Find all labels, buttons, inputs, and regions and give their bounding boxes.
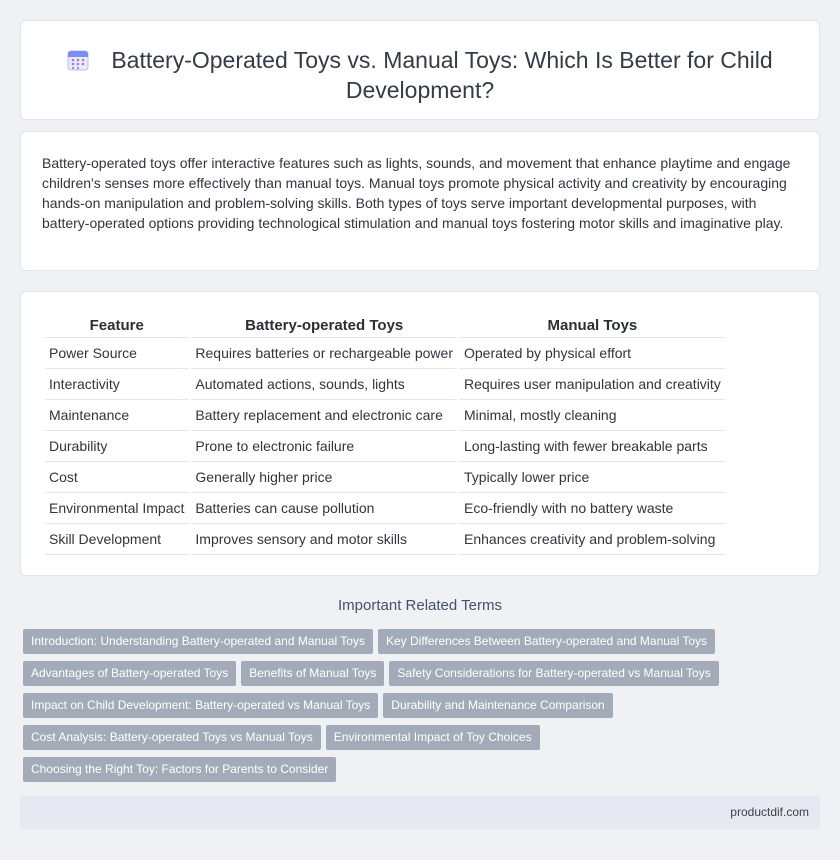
table-cell: Operated by physical effort: [460, 338, 725, 369]
table-cell: Requires batteries or rechargeable power: [191, 338, 457, 369]
related-term-tag[interactable]: Advantages of Battery-operated Toys: [23, 661, 236, 686]
table-cell: Requires user manipulation and creativity: [460, 369, 725, 400]
related-term-tag[interactable]: Cost Analysis: Battery-operated Toys vs Manual Toys: [23, 725, 321, 750]
table-cell: Improves sensory and motor skills: [191, 524, 457, 555]
table-cell: Battery replacement and electronic care: [191, 400, 457, 431]
table-cell: Long-lasting with fewer breakable parts: [460, 431, 725, 462]
related-term-tag[interactable]: Impact on Child Development: Battery-operated vs Manual Toys: [23, 693, 378, 718]
table-cell: Automated actions, sounds, lights: [191, 369, 457, 400]
table-cell: Power Source: [45, 338, 188, 369]
related-term-tag[interactable]: Durability and Maintenance Comparison: [383, 693, 612, 718]
table-cell: Typically lower price: [460, 462, 725, 493]
related-terms-heading: Important Related Terms: [338, 597, 502, 614]
table-cell: Prone to electronic failure: [191, 431, 457, 462]
related-term-tag[interactable]: Benefits of Manual Toys: [241, 661, 384, 686]
column-header-manual: Manual Toys: [460, 314, 725, 338]
table-cell: Durability: [45, 431, 188, 462]
related-term-tag[interactable]: Key Differences Between Battery-operated and Manual Toys: [378, 629, 715, 654]
related-term-tag[interactable]: Choosing the Right Toy: Factors for Parents to Consider: [23, 757, 336, 782]
related-term-tag[interactable]: Introduction: Understanding Battery-operated and Manual Toys: [23, 629, 373, 654]
summary-text: Battery-operated toys offer interactive features such as lights, sounds, and movement that enhance playtime and engage children's senses more effectively than manual toys. Manual toys promote physical activity and creativity by encouraging hands-on manipulation and problem-solving skills. Both types of toys serve important developmental purposes, with battery-operated options providing technological stimulation and manual toys fostering motor skills and imaginative play.: [42, 155, 791, 231]
table-header-row: [45, 314, 725, 338]
table-cell: Interactivity: [45, 369, 188, 400]
table-row: [45, 338, 725, 369]
calendar-icon: [67, 49, 89, 71]
footer: [20, 796, 820, 829]
footer-site-link[interactable]: productdif.com: [730, 805, 809, 819]
table-cell: Batteries can cause pollution: [191, 493, 457, 524]
related-terms-list: [23, 629, 803, 789]
related-term-tag[interactable]: Safety Considerations for Battery-operated vs Manual Toys: [389, 661, 718, 686]
column-header-feature: Feature: [45, 314, 188, 338]
table-cell: Enhances creativity and problem-solving: [460, 524, 725, 555]
comparison-table: [42, 314, 728, 555]
table-row: [45, 493, 725, 524]
table-cell: Minimal, mostly cleaning: [460, 400, 725, 431]
title-card: [20, 20, 820, 120]
page-title: [21, 45, 819, 105]
summary-card: [20, 131, 820, 271]
related-term-tag[interactable]: Environmental Impact of Toy Choices: [326, 725, 540, 750]
table-cell: Skill Development: [45, 524, 188, 555]
page-title-text: Battery-Operated Toys vs. Manual Toys: Which Is Better for Child Development?: [111, 47, 773, 103]
table-cell: Eco-friendly with no battery waste: [460, 493, 725, 524]
column-header-battery: Battery-operated Toys: [191, 314, 457, 338]
table-cell: Generally higher price: [191, 462, 457, 493]
table-row: [45, 431, 725, 462]
table-row: [45, 462, 725, 493]
table-row: [45, 400, 725, 431]
table-cell: Environmental Impact: [45, 493, 188, 524]
table-cell: Maintenance: [45, 400, 188, 431]
table-row: [45, 524, 725, 555]
table-cell: Cost: [45, 462, 188, 493]
comparison-card: [20, 291, 820, 576]
table-row: [45, 369, 725, 400]
